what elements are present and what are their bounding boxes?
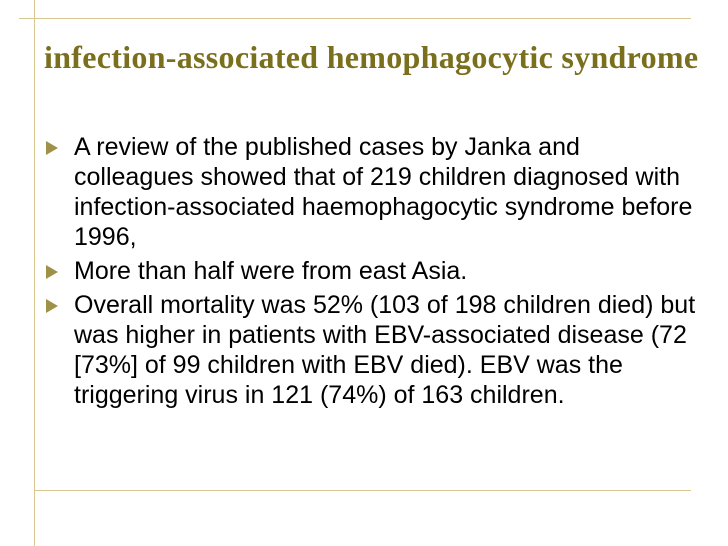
bullet-item xyxy=(44,132,704,252)
bullet-item xyxy=(44,256,704,286)
triangle-bullet-icon xyxy=(46,141,58,155)
bullet-text: Overall mortality was 52% (103 of 198 children died) but was higher in patients with EBV-associated disease (72 [73%] of 99 children with EBV died). EBV was the triggering virus in 121 (74%) of 163 children. xyxy=(74,291,696,409)
bullet-list xyxy=(44,132,704,414)
bullet-item xyxy=(44,290,704,410)
bottom-horizontal-rule xyxy=(34,490,691,491)
triangle-bullet-icon xyxy=(46,299,58,313)
top-horizontal-rule xyxy=(19,18,691,19)
bullet-text: A review of the published cases by Janka and colleagues showed that of 219 children diagnosed with infection-associated haemophagocytic syndrome before 1996, xyxy=(74,133,693,251)
slide-title: infection-associated hemophagocytic syndrome xyxy=(44,39,699,75)
left-vertical-rule xyxy=(34,0,35,546)
triangle-bullet-icon xyxy=(46,265,58,279)
bullet-text: More than half were from east Asia. xyxy=(74,257,468,285)
